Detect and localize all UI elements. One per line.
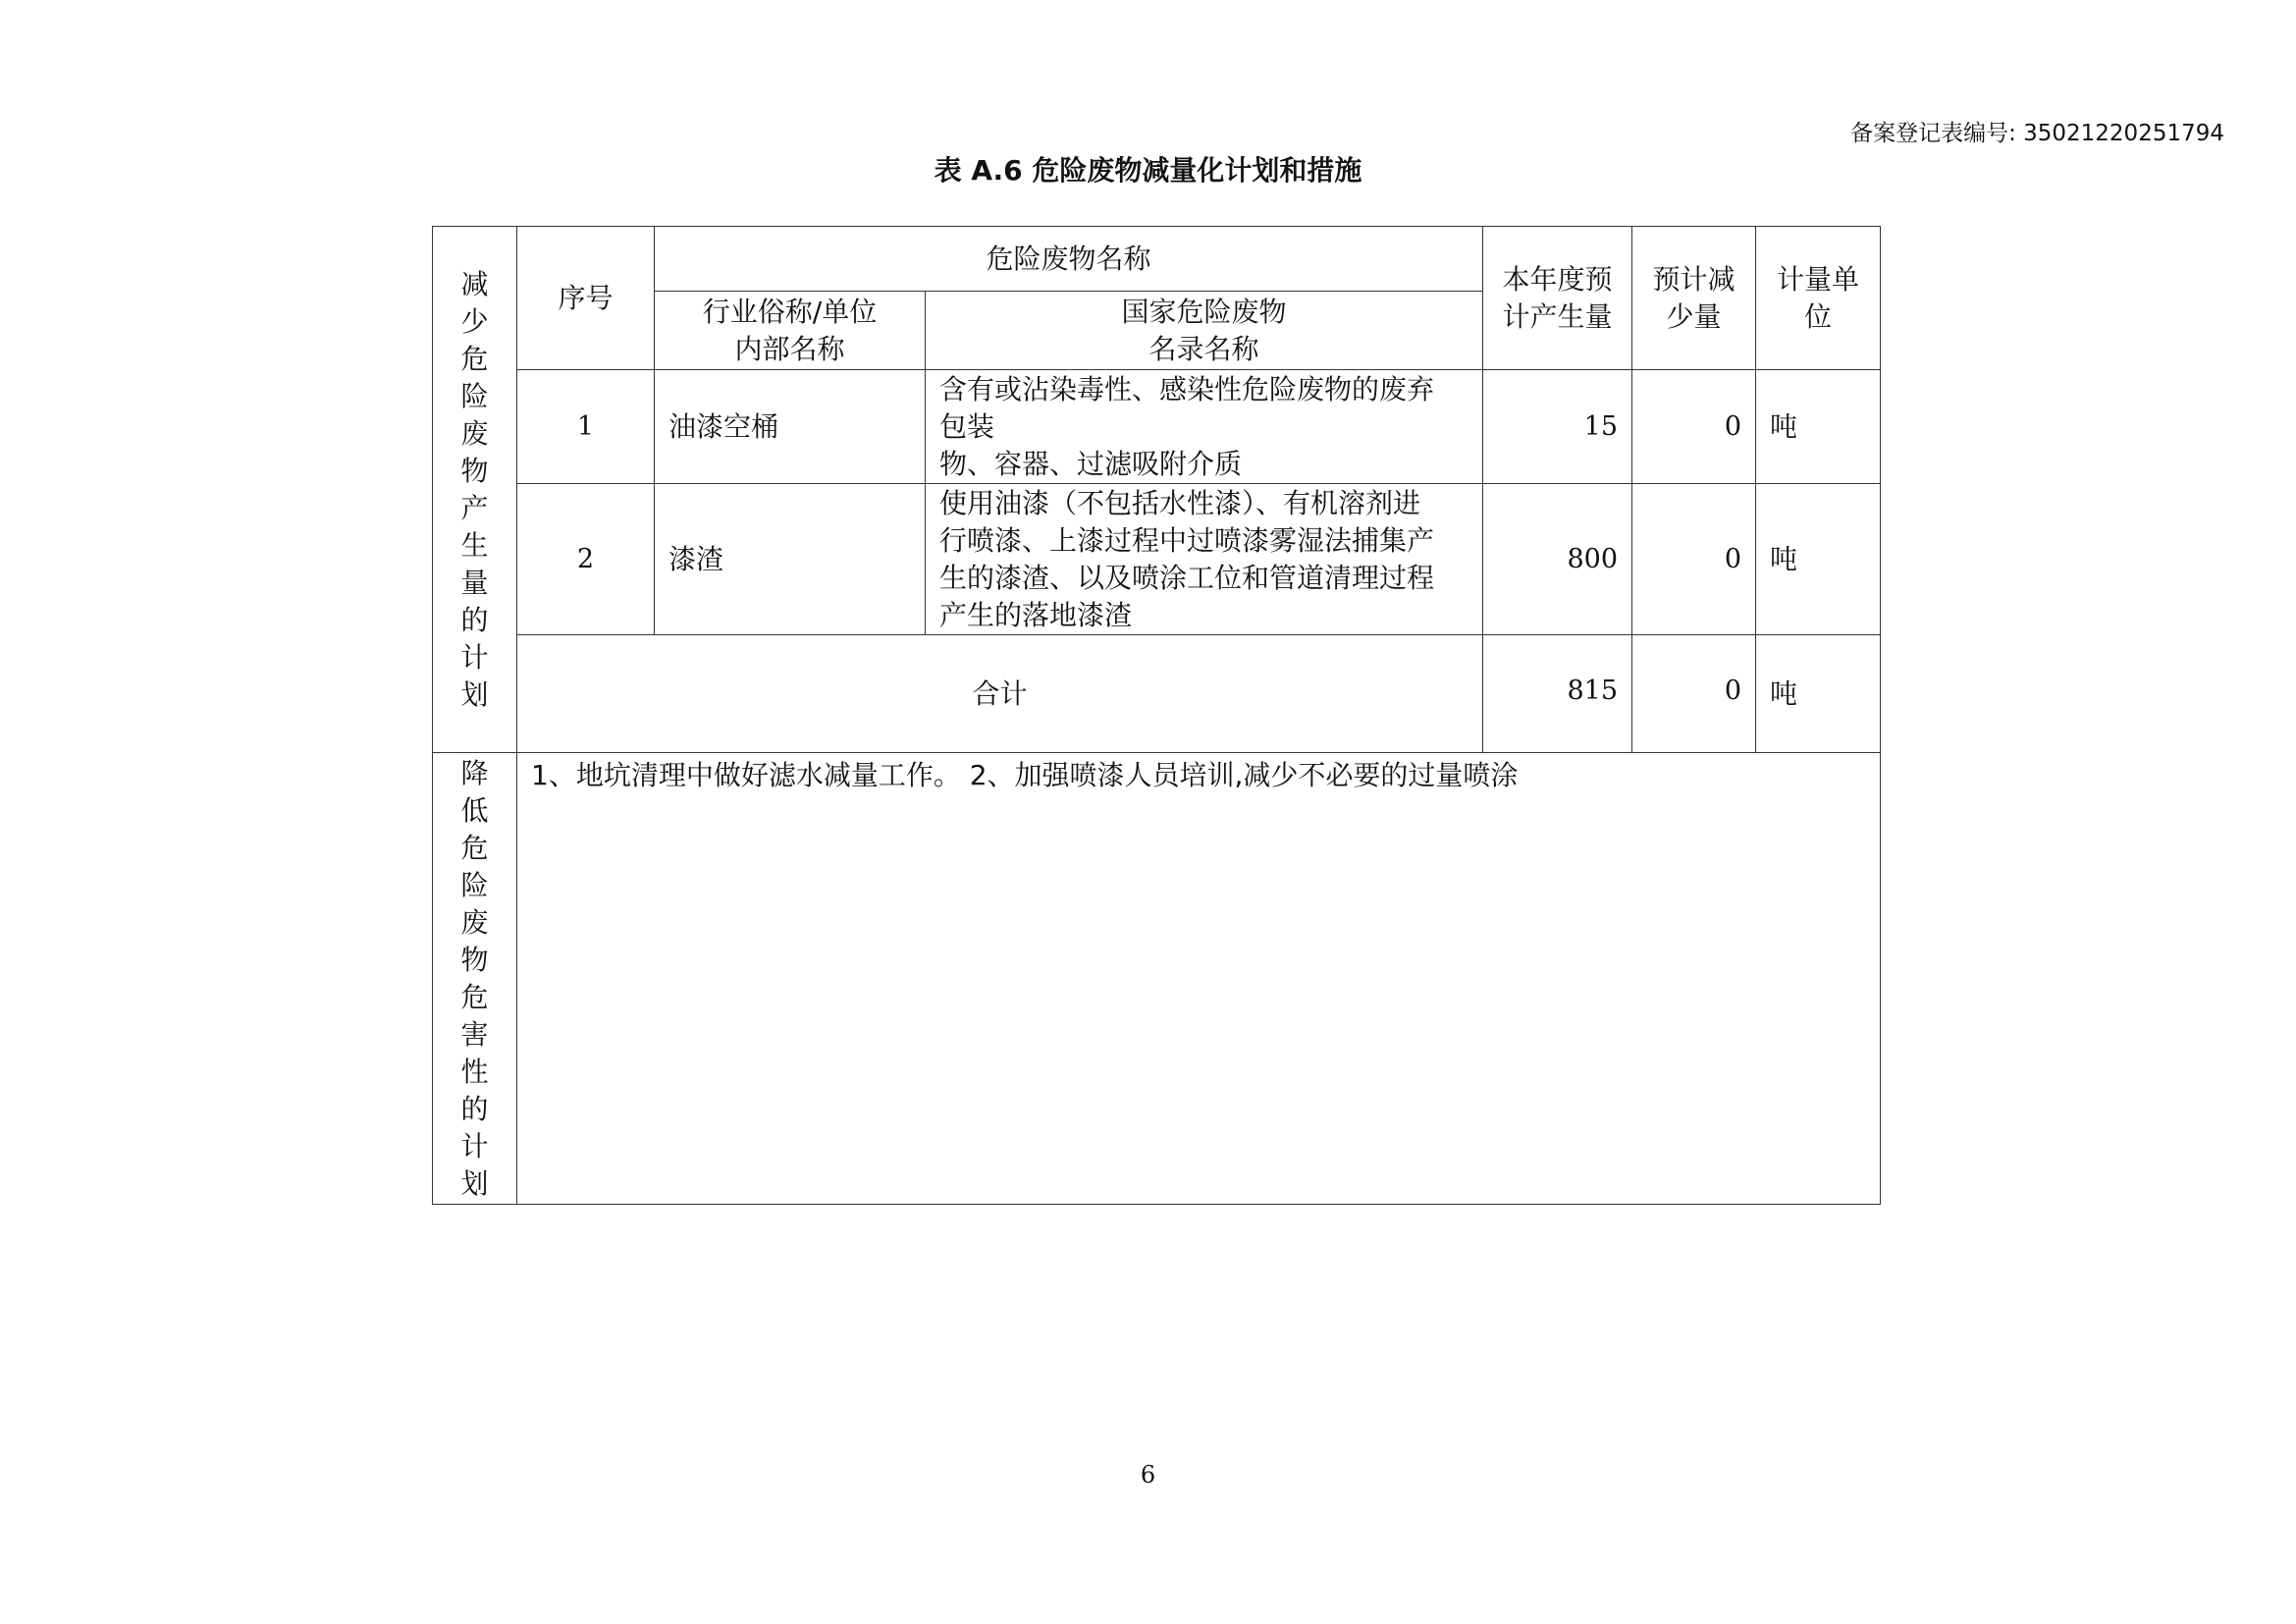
vertical-char: 废 [460,416,489,450]
header-unit-l2: 位 [1804,299,1833,333]
header-national-l1: 国家危险废物 [1121,295,1287,328]
total-row [433,635,1881,753]
vertical-char: 危 [460,342,489,375]
row-industry-name: 油漆空桶 [655,370,926,484]
national-line: 使用油漆（不包括水性漆）、有机溶剂进 [939,486,1421,519]
vertical-char: 少 [460,304,489,338]
vertical-char: 险 [460,379,489,412]
header-unit [1756,227,1881,370]
row-industry-name: 漆渣 [655,484,926,635]
header-unit-l1: 计量单 [1777,262,1860,296]
national-line: 物、容器、过滤吸附介质 [939,447,1243,480]
row-reduction: 0 [1632,484,1756,635]
vertical-char: 降 [460,756,489,789]
vertical-char: 危 [460,831,489,864]
vertical-char: 性 [460,1055,489,1088]
header-national-l2: 名录名称 [1148,332,1259,365]
table-row [433,370,1881,484]
page-number: 6 [1140,1461,1156,1489]
hazardous-waste-table [432,226,1881,1205]
header-expected-l2: 计产生量 [1502,299,1613,333]
vertical-char: 害 [460,1017,489,1051]
row-reduction: 0 [1632,370,1756,484]
section-reduce-hazard [433,753,517,1205]
header-seq: 序号 [517,227,655,370]
header-reduction-l1: 预计减 [1652,262,1735,296]
vertical-char: 产 [460,491,489,524]
national-line: 生的漆渣、以及喷涂工位和管道清理过程 [939,561,1435,594]
section-reduce-generation [433,227,517,753]
section-hazard-label [433,755,516,1203]
header-industry-l2: 内部名称 [734,332,845,365]
table-row [433,484,1881,635]
national-line: 含有或沾染毒性、感染性危险废物的废弃 [939,372,1435,406]
total-label: 合计 [517,635,1483,753]
row-seq: 1 [517,370,655,484]
header-reduction-l2: 少量 [1666,299,1722,333]
vertical-char: 划 [460,677,489,711]
row-seq: 2 [517,484,655,635]
vertical-char: 减 [460,267,489,300]
header-waste-name: 危险废物名称 [655,227,1483,292]
vertical-char: 的 [460,603,489,636]
vertical-char: 物 [460,454,489,487]
total-expected: 815 [1483,635,1632,753]
header-industry-name [655,292,926,370]
registration-number: 备案登记表编号: 35021220251794 [1850,121,2224,146]
header-expected-l1: 本年度预 [1502,262,1613,296]
row-unit: 吨 [1756,484,1881,635]
header-industry-l1: 行业俗称/单位 [702,295,878,328]
measures-text: 1、地坑清理中做好滤水减量工作。 2、加强喷漆人员培训,减少不必要的过量喷涂 [517,753,1881,1205]
section-reduce-label [433,266,516,714]
national-line: 包装 [939,409,995,443]
vertical-char: 废 [460,905,489,939]
vertical-char: 计 [460,640,489,674]
vertical-char: 危 [460,980,489,1013]
vertical-char: 量 [460,566,489,599]
total-reduction: 0 [1632,635,1756,753]
national-line: 产生的落地漆渣 [939,598,1133,631]
vertical-char: 的 [460,1092,489,1125]
national-line: 行喷漆、上漆过程中过喷漆雾湿法捕集产 [939,523,1435,557]
vertical-char: 计 [460,1129,489,1163]
vertical-char: 低 [460,793,489,827]
vertical-char: 险 [460,868,489,901]
vertical-char: 物 [460,943,489,976]
vertical-char: 生 [460,528,489,562]
row-expected: 15 [1483,370,1632,484]
row-national-name [926,370,1483,484]
row-expected: 800 [1483,484,1632,635]
row-unit: 吨 [1756,370,1881,484]
total-unit: 吨 [1756,635,1881,753]
header-national-name [926,292,1483,370]
header-expected [1483,227,1632,370]
vertical-char: 划 [460,1166,489,1200]
table-title: 表 A.6 危险废物减量化计划和措施 [934,154,1362,187]
header-reduction [1632,227,1756,370]
row-national-name [926,484,1483,635]
